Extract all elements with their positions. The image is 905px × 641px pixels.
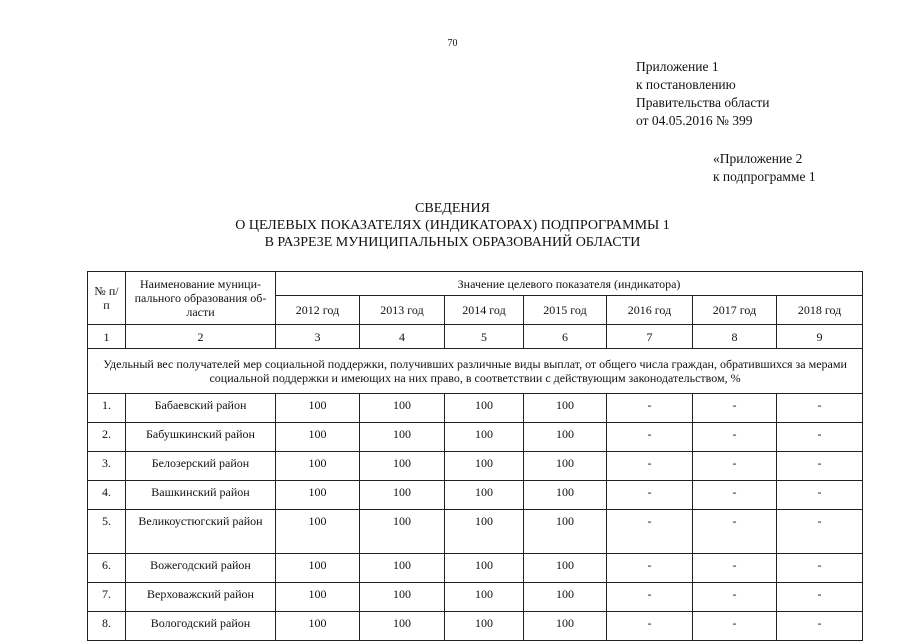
col-header-municipality: Наименование муници-пального образования об-ласти (126, 272, 276, 325)
indicator-value: - (777, 423, 863, 452)
indicator-value: - (693, 554, 777, 583)
indicator-value: 100 (360, 583, 445, 612)
table-row (88, 583, 863, 612)
appendix-line: от 04.05.2016 № 399 (636, 113, 753, 128)
indicator-value: - (693, 394, 777, 423)
row-number: 4. (88, 481, 126, 510)
indicator-value: 100 (360, 452, 445, 481)
col-header-year: 2016 год (607, 296, 693, 325)
indicator-value: 100 (524, 481, 607, 510)
col-header-number: № п/п (88, 272, 126, 325)
indicator-value: - (693, 583, 777, 612)
indicator-value: - (777, 554, 863, 583)
appendix-line: Правительства области (636, 95, 770, 110)
indicator-value: - (777, 510, 863, 554)
indicator-value: 100 (445, 612, 524, 641)
column-number: 8 (693, 325, 777, 349)
indicator-value: - (607, 394, 693, 423)
municipality-name: Бабаевский район (126, 394, 276, 423)
municipality-name: Белозерский район (126, 452, 276, 481)
indicator-value: 100 (524, 423, 607, 452)
indicator-value: 100 (360, 481, 445, 510)
indicator-value: 100 (524, 452, 607, 481)
municipality-name: Вожегодский район (126, 554, 276, 583)
row-number: 7. (88, 583, 126, 612)
appendix-line: Приложение 1 (636, 59, 719, 74)
row-number: 2. (88, 423, 126, 452)
table-row (88, 481, 863, 510)
title-line: СВЕДЕНИЯ (415, 201, 490, 216)
column-number: 4 (360, 325, 445, 349)
indicator-value: - (693, 481, 777, 510)
indicator-value: 100 (276, 612, 360, 641)
page-number: 70 (447, 38, 458, 49)
title-line: О ЦЕЛЕВЫХ ПОКАЗАТЕЛЯХ (ИНДИКАТОРАХ) ПОДПРОГРАММЫ 1 (235, 218, 670, 233)
indicator-value: - (777, 583, 863, 612)
column-number: 5 (445, 325, 524, 349)
indicator-value: - (693, 612, 777, 641)
row-number: 8. (88, 612, 126, 641)
indicator-value: 100 (445, 583, 524, 612)
indicator-value: - (777, 452, 863, 481)
indicator-value: 100 (276, 394, 360, 423)
indicator-value: - (777, 481, 863, 510)
table-row (88, 612, 863, 641)
indicator-value: 100 (276, 510, 360, 554)
indicator-value: - (607, 452, 693, 481)
col-header-year: 2012 год (276, 296, 360, 325)
appendix-line: «Приложение 2 (713, 151, 803, 166)
column-number: 9 (777, 325, 863, 349)
municipality-name: Бабушкинский район (126, 423, 276, 452)
indicator-value: 100 (360, 554, 445, 583)
row-number: 1. (88, 394, 126, 423)
appendix-line: к подпрограмме 1 (713, 169, 816, 184)
indicator-section-title: Удельный вес получателей мер социальной поддержки, получивших различные виды выплат, от общего числа граждан, обратившихся за мерами социальной поддержки и имеющих на них право, в соответствии с действующим законодательством, % (88, 349, 863, 394)
indicator-value: 100 (445, 481, 524, 510)
indicator-value: 100 (524, 612, 607, 641)
indicator-value: - (607, 510, 693, 554)
title-line: В РАЗРЕЗЕ МУНИЦИПАЛЬНЫХ ОБРАЗОВАНИЙ ОБЛАСТИ (264, 235, 641, 250)
municipality-name: Великоустюгский район (126, 510, 276, 554)
indicator-value: 100 (445, 394, 524, 423)
col-header-year: 2017 год (693, 296, 777, 325)
indicator-value: 100 (276, 481, 360, 510)
municipality-name: Вашкинский район (126, 481, 276, 510)
row-number: 5. (88, 510, 126, 554)
column-number: 1 (88, 325, 126, 349)
indicator-value: 100 (445, 510, 524, 554)
column-number: 7 (607, 325, 693, 349)
table-row (88, 423, 863, 452)
indicator-value: - (607, 423, 693, 452)
indicator-value: 100 (524, 394, 607, 423)
municipality-name: Верховажский район (126, 583, 276, 612)
indicator-value: 100 (524, 583, 607, 612)
indicator-value: - (607, 481, 693, 510)
subprogram-appendix-header (713, 150, 816, 186)
indicators-table (87, 271, 863, 641)
col-header-value-group: Значение целевого показателя (индикатора) (276, 272, 863, 296)
document-title (0, 200, 905, 251)
indicator-value: 100 (524, 510, 607, 554)
indicator-value: - (777, 612, 863, 641)
col-header-year: 2014 год (445, 296, 524, 325)
appendix-line: к постановлению (636, 77, 736, 92)
indicator-value: - (693, 452, 777, 481)
indicator-value: 100 (445, 554, 524, 583)
column-number: 2 (126, 325, 276, 349)
col-header-year: 2018 год (777, 296, 863, 325)
indicator-value: - (607, 583, 693, 612)
indicator-value: 100 (445, 423, 524, 452)
table-row (88, 554, 863, 583)
table-row (88, 394, 863, 423)
municipality-name: Вологодский район (126, 612, 276, 641)
indicator-value: 100 (360, 394, 445, 423)
indicator-value: - (693, 510, 777, 554)
col-header-year: 2015 год (524, 296, 607, 325)
indicator-value: 100 (276, 583, 360, 612)
indicator-value: 100 (276, 554, 360, 583)
indicator-value: - (777, 394, 863, 423)
col-header-year: 2013 год (360, 296, 445, 325)
indicator-value: - (607, 554, 693, 583)
indicator-value: 100 (360, 423, 445, 452)
indicator-value: 100 (445, 452, 524, 481)
indicator-value: - (607, 612, 693, 641)
appendix-header (636, 58, 769, 130)
table-row (88, 510, 863, 554)
column-number: 3 (276, 325, 360, 349)
indicator-value: 100 (360, 510, 445, 554)
indicator-value: 100 (276, 423, 360, 452)
row-number: 3. (88, 452, 126, 481)
indicator-value: 100 (360, 612, 445, 641)
table-row (88, 452, 863, 481)
column-number: 6 (524, 325, 607, 349)
indicator-value: 100 (276, 452, 360, 481)
indicator-value: 100 (524, 554, 607, 583)
indicator-value: - (693, 423, 777, 452)
row-number: 6. (88, 554, 126, 583)
